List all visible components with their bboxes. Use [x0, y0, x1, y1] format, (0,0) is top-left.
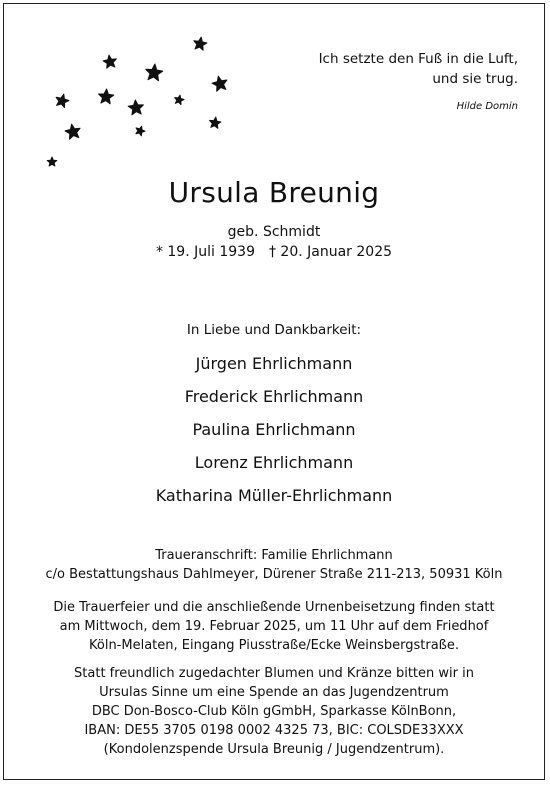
quote-line-1: Ich setzte den Fuß in die Luft,	[318, 51, 518, 67]
funeral-address	[4, 546, 544, 584]
address-line: c/o Bestattungshaus Dahlmeyer, Dürener Straße 211-213, 50931 Köln	[45, 567, 503, 582]
epigraph-quote	[319, 49, 518, 114]
star-icon	[146, 64, 163, 81]
star-icon	[210, 117, 221, 128]
star-icon	[103, 55, 116, 68]
mourner-name: Jürgen Ehrlichmann	[195, 354, 353, 373]
deceased-name: Ursula Breunig	[168, 176, 380, 209]
star-icon	[47, 157, 57, 166]
mourner-name: Lorenz Ehrlichmann	[194, 453, 354, 472]
ceremony-line: Die Trauerfeier und die anschließende Urnenbeisetzung finden statt	[53, 600, 495, 615]
donation-line: Ursulas Sinne um eine Spende an das Jugendzentrum	[99, 685, 449, 700]
ceremony-line: am Mittwoch, dem 19. Februar 2025, um 11 Uhr auf dem Friedhof	[59, 619, 489, 634]
birth-name: geb. Schmidt	[227, 224, 321, 240]
mourners-list	[4, 347, 544, 512]
donation-line: DBC Don-Bosco-Club Köln gGmbH, Sparkasse KölnBonn,	[91, 704, 457, 719]
ceremony-line: Köln-Melaten, Eingang Piusstraße/Ecke Weinsbergstraße.	[89, 638, 459, 653]
mourner-name: Frederick Ehrlichmann	[184, 387, 364, 406]
death-date: † 20. Januar 2025	[268, 244, 393, 260]
star-cluster-icon	[4, 4, 264, 194]
donation-line: IBAN: DE55 3705 0198 0002 4325 73, BIC: COLSDE33XXX	[84, 723, 464, 738]
life-dates	[4, 244, 544, 260]
quote-line-2: und sie trug.	[432, 71, 518, 87]
ceremony-info	[4, 598, 544, 655]
donation-line: Statt freundlich zugedachter Blumen und Kränze bitten wir in	[74, 666, 474, 681]
donation-line: (Kondolenzspende Ursula Breunig / Jugendzentrum).	[103, 742, 445, 757]
mourner-name: Katharina Müller-Ehrlichmann	[155, 486, 393, 505]
star-icon	[65, 124, 80, 139]
star-icon	[175, 95, 184, 105]
star-icon	[194, 37, 207, 50]
star-icon	[99, 89, 114, 104]
quote-author: Hilde Domin	[456, 101, 518, 112]
star-icon	[56, 94, 69, 107]
address-line: Traueranschrift: Familie Ehrlichmann	[155, 548, 393, 563]
star-icon	[212, 76, 227, 91]
donation-info	[4, 664, 544, 759]
birth-date: * 19. Juli 1939	[155, 244, 255, 260]
obituary-card	[3, 3, 545, 780]
star-icon	[128, 100, 143, 115]
star-icon	[136, 126, 145, 136]
mourner-name: Paulina Ehrlichmann	[192, 420, 356, 439]
mourners-intro: In Liebe und Dankbarkeit:	[186, 322, 362, 338]
